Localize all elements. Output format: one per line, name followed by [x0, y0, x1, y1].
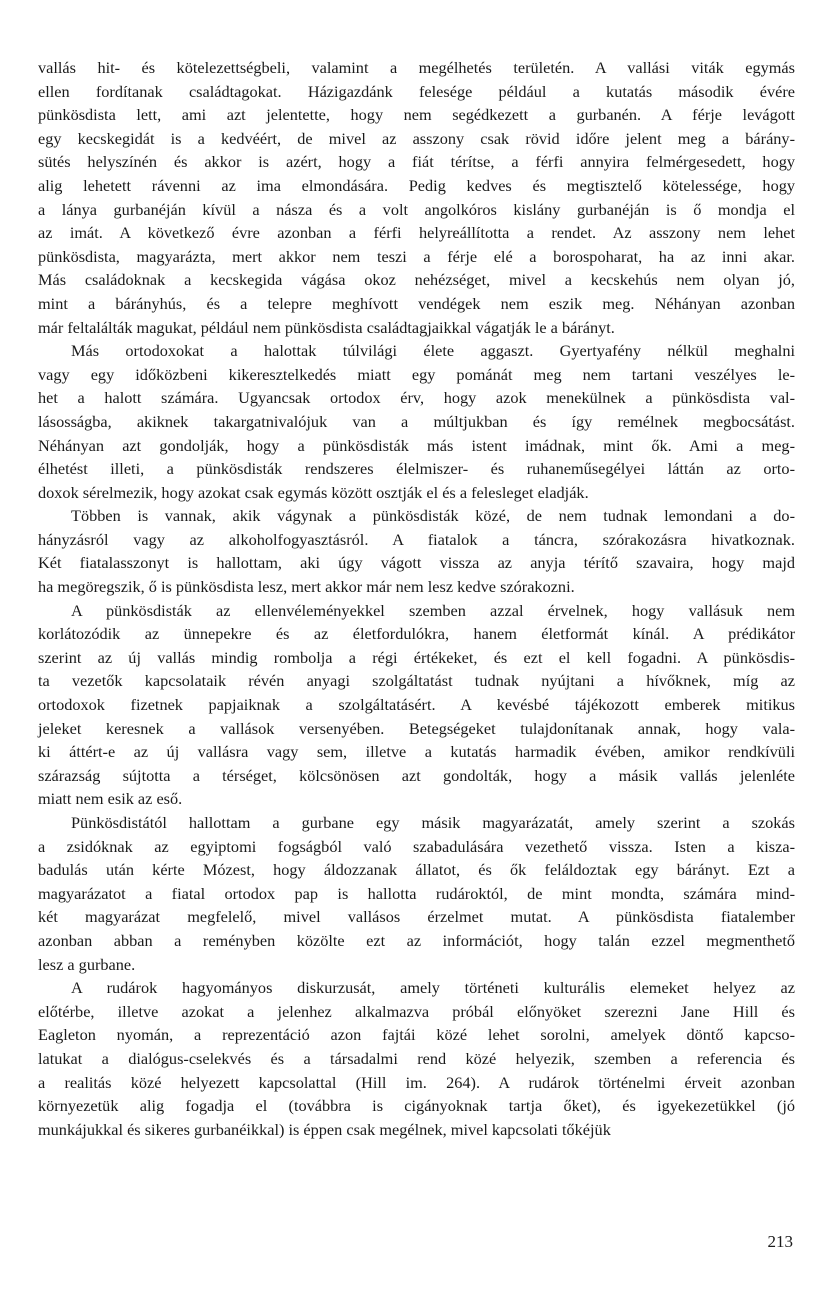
text-line: korlátozódik az ünnepekre és az életfordulókra, hanem életformát kínál. A prédikátor [38, 624, 795, 644]
text-line: előtérbe, illetve azokat a jelenhez alkalmazva próbál előnyöket szerezni Jane Hill és [38, 1001, 795, 1021]
text-line: két magyarázat megfelelő, mivel vallásos érzelmet mutat. A pünkösdista fiatalember [38, 907, 795, 927]
text-line: szárazság sújtotta a térséget, kölcsönösen azt gondolták, hogy a másik vallás jelenléte [38, 765, 795, 785]
paragraph [38, 599, 795, 811]
text-line: lesz a gurbane. [38, 954, 136, 974]
text-line: Más ortodoxokat a halottak túlvilági élete aggaszt. Gyertyafény nélkül meghalni [71, 341, 795, 361]
text-line: Néhányan azt gondolják, hogy a pünkösdisták más istent imádnak, mint ők. Ami a meg- [38, 435, 795, 455]
text-line: magyarázatot a fiatal ortodox pap is hallotta rudároktól, de mint mondta, számára mind- [38, 883, 795, 903]
text-line: munkájukkal és sikeres gurbanéikkal) is éppen csak megélnek, mivel kapcsolati tőkéjük [38, 1119, 611, 1139]
page-number: 213 [767, 1232, 793, 1251]
text-line: vallás hit- és kötelezettségbeli, valamint a megélhetés területén. A vallási viták egymás [38, 58, 795, 77]
text-line: ta vezetők kapcsolataik révén anyagi szolgáltatást tudnak nyújtani a hívőknek, míg az [38, 671, 795, 691]
body-text [38, 56, 795, 1141]
text-line: pünkösdista, magyarázta, mert akkor nem teszi a férje elé a borospoharat, ha az inni akar. [38, 246, 795, 266]
text-line: Többen is vannak, akik vágynak a pünkösdisták közé, de nem tudnak lemondani a do- [71, 506, 795, 526]
text-line: a zsidóknak az egyiptomi fogságból való szabadulására vezethető vissza. Isten a kisza- [38, 836, 795, 856]
text-line: pünkösdista lett, ami azt jelentette, hogy nem segédkezett a gurbanén. A férje levágott [38, 105, 795, 125]
text-line: sütés helyszínén és akkor is azért, hogy a fiát térítse, a férfi annyira felmérgesedett, hogy [38, 152, 795, 172]
text-line: Eagleton nyomán, a reprezentáció azon fajtái közé lehet sorolni, amelyek döntő kapcso- [38, 1025, 795, 1045]
text-line: Két fiatalasszonyt is hallottam, aki úgy vágott vissza az anyja térítő szavaira, hogy majd [38, 553, 795, 573]
text-line: lásosságba, akiknek takargatnivalójuk van a múltjukban és így remélnek megbocsátást. [38, 411, 795, 431]
text-line: a realitás közé helyezett kapcsolattal (Hill im. 264). A rudárok történelmi érveit azonban [38, 1072, 795, 1092]
text-line: alig lehetett rávenni az ima elmondására. Pedig kedves és megtisztelő kötelessége, hogy [38, 175, 795, 195]
text-line: szerint az új vallás mindig rombolja a régi értékeket, és ezt el kell fogadni. A pünkösdis- [38, 647, 795, 667]
text-line: vagy egy időközbeni kikeresztelkedés miatt egy pománát meg nem tartani veszélyes le- [38, 364, 795, 384]
text-line: latukat a dialógus-cselekvés és a társadalmi rend közé helyezik, szemben a referencia és [38, 1048, 795, 1068]
text-line: azonban abban a reményben közölte ezt az információt, hogy talán ezzel megmenthető [38, 930, 795, 950]
text-line: hányzásról vagy az alkoholfogyasztásról. A fiatalok a táncra, szórakozásra hivatkoznak. [38, 529, 795, 549]
paragraph [38, 811, 795, 976]
text-line: élhetést illeti, a pünkösdisták rendszeres élelmiszer- és ruhaneműsegélyei láttán az orto- [38, 459, 795, 479]
text-line: a lánya gurbanéján kívül a násza és a volt angolkóros kislány gurbanéján is ő mondja el [38, 199, 795, 219]
text-line: het a halott számára. Ugyancsak ortodox érv, hogy azok menekülnek a pünkösdista val- [38, 388, 795, 408]
text-line: egy kecskegidát is a kedvéért, de mivel az asszony csak rövid időre jelent meg a bárány- [38, 128, 795, 148]
paragraph [38, 339, 795, 504]
text-line: Pünkösdistától hallottam a gurbane egy másik magyarázatát, amely szerint a szokás [71, 813, 795, 832]
text-line: doxok sérelmezik, hogy azokat csak egymás között osztják el és a felesleget eladják. [38, 482, 589, 502]
paragraph [38, 976, 795, 1141]
text-line: jeleket keresnek a vallások versenyében. Betegségeket tulajdonítanak annak, hogy vala- [38, 718, 795, 738]
text-line: Más családoknak a kecskegida vágása okoz nehézséget, mivel a kecskehús nem olyan jó, [38, 270, 795, 290]
text-line: ellen fordítanak családtagokat. Házigazdánk felesége például a kutatás második évére [38, 81, 795, 101]
text-line: A rudárok hagyományos diskurzusát, amely történeti kulturális elemeket helyez az [71, 978, 795, 998]
text-line: ki áttért-e az új vallásra vagy sem, illetve a kutatás harmadik évében, amikor rendkívüli [38, 742, 795, 762]
text-line: miatt nem esik az eső. [38, 789, 183, 809]
text-line: környezetük alig fogadja el (továbbra is cigányoknak tartja őket), és igyekezetükkel (jó [38, 1096, 795, 1116]
text-line: ortodoxok fizetnek papjaiknak a szolgáltatásért. A kevésbé tájékozott emberek mitikus [38, 695, 795, 715]
text-line: badulás után kérte Mózest, hogy áldozzanak állatot, és ők feláldoztak egy bárányt. Ezt a [38, 860, 795, 880]
text-line: ha megöregszik, ő is pünkösdista lesz, mert akkor már nem lesz kedve szórakozni. [38, 577, 575, 597]
text-line: már feltalálták magukat, például nem pünkösdista családtagjaikkal vágatják le a bárányt. [38, 317, 615, 337]
text-line: az imát. A következő évre azonban a férfi helyreállította a rendet. Az asszony nem lehet [38, 223, 795, 243]
text-line: A pünkösdisták az ellenvéleményekkel szemben azzal érvelnek, hogy vallásuk nem [71, 600, 795, 620]
paragraph [38, 56, 795, 339]
text-line: mint a bárányhús, és a telepre meghívott vendégek nem eszik meg. Néhányan azonban [38, 293, 795, 313]
paragraph [38, 504, 795, 598]
